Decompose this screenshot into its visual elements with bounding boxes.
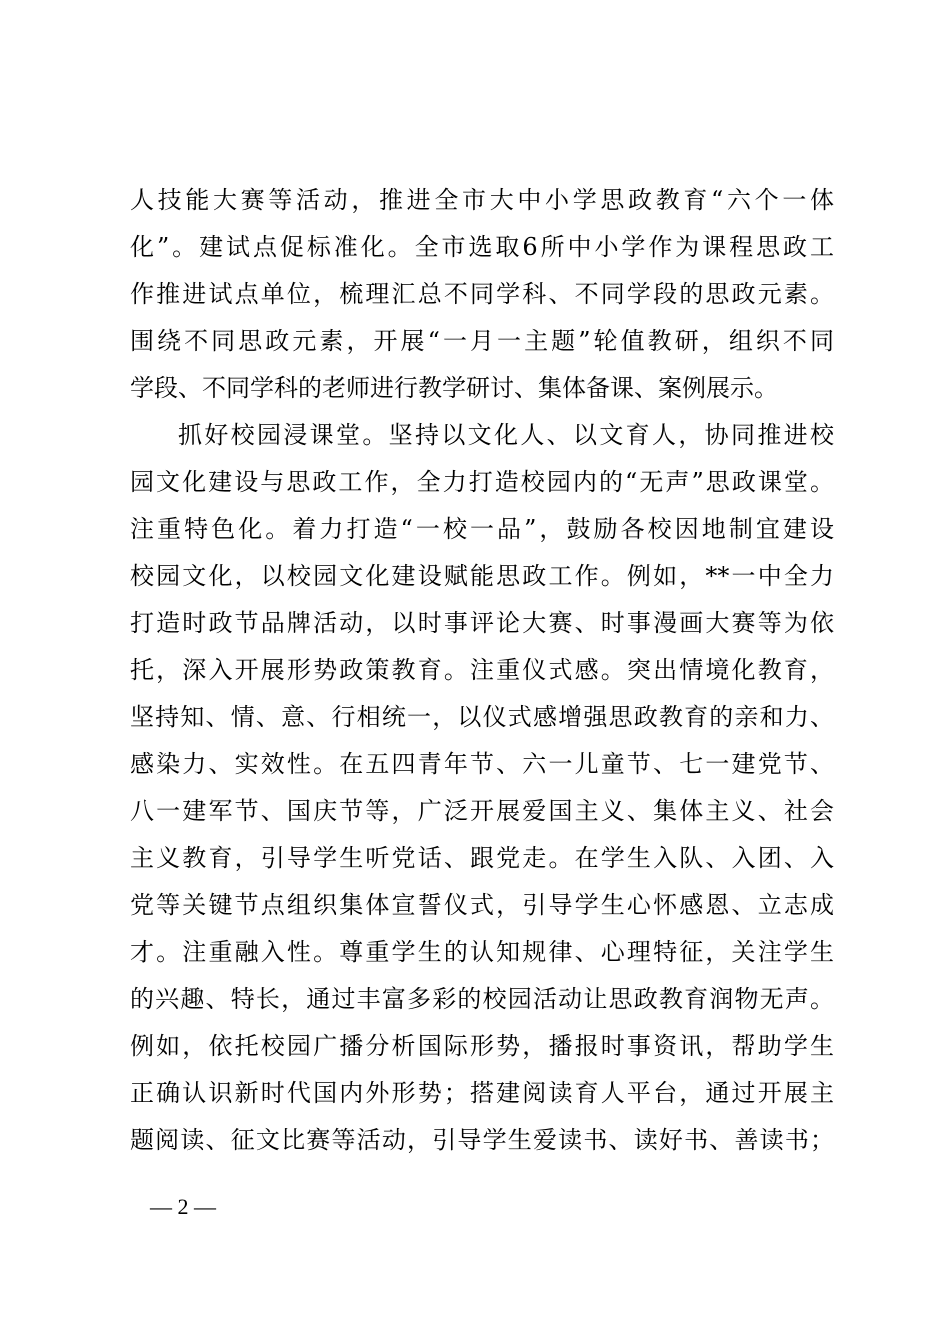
text-line: 题阅读、征文比赛等活动，引导学生爱读书、读好书、善读书； xyxy=(130,1126,834,1154)
text-line: 人技能大赛等活动，推进全市大中小学思政教育“六个一体 xyxy=(130,186,834,214)
page-number: — 2 — xyxy=(150,1194,216,1219)
text-line: 注重特色化。着力打造“一校一品”，鼓励各校因地制宜建设 xyxy=(130,515,834,543)
text-line: 才。注重融入性。尊重学生的认知规律、心理特征，关注学生 xyxy=(130,938,834,966)
text-line: 化”。建试点促标准化。全市选取6所中小学作为课程思政工 xyxy=(130,233,834,261)
text-line: 学段、不同学科的老师进行教学研讨、集体备课、案例展示。 xyxy=(130,374,778,402)
text-line: 围绕不同思政元素，开展“一月一主题”轮值教研，组织不同 xyxy=(130,327,834,355)
text-line: 正确认识新时代国内外形势；搭建阅读育人平台，通过开展主 xyxy=(130,1079,834,1107)
text-line: 校园文化，以校园文化建设赋能思政工作。例如，**一中全力 xyxy=(130,562,834,590)
paragraph-first-line: 抓好校园浸课堂。坚持以文化人、以文育人，协同推进校 xyxy=(178,421,834,449)
text-line: 打造时政节品牌活动，以时事评论大赛、时事漫画大赛等为依 xyxy=(130,609,834,637)
text-line: 感染力、实效性。在五四青年节、六一儿童节、七一建党节、 xyxy=(130,750,834,778)
text-line: 作推进试点单位，梳理汇总不同学科、不同学段的思政元素。 xyxy=(130,280,834,308)
text-line: 托，深入开展形势政策教育。注重仪式感。突出情境化教育， xyxy=(130,656,834,684)
text-line: 党等关键节点组织集体宣誓仪式，引导学生心怀感恩、立志成 xyxy=(130,891,834,919)
text-line: 八一建军节、国庆节等，广泛开展爱国主义、集体主义、社会 xyxy=(130,797,834,825)
text-line: 例如，依托校园广播分析国际形势，播报时事资讯，帮助学生 xyxy=(130,1032,834,1060)
text-line: 的兴趣、特长，通过丰富多彩的校园活动让思政教育润物无声。 xyxy=(130,985,834,1013)
text-line: 主义教育，引导学生听党话、跟党走。在学生入队、入团、入 xyxy=(130,844,834,872)
text-line: 坚持知、情、意、行相统一，以仪式感增强思政教育的亲和力、 xyxy=(130,703,834,731)
text-line: 园文化建设与思政工作，全力打造校园内的“无声”思政课堂。 xyxy=(130,468,834,496)
